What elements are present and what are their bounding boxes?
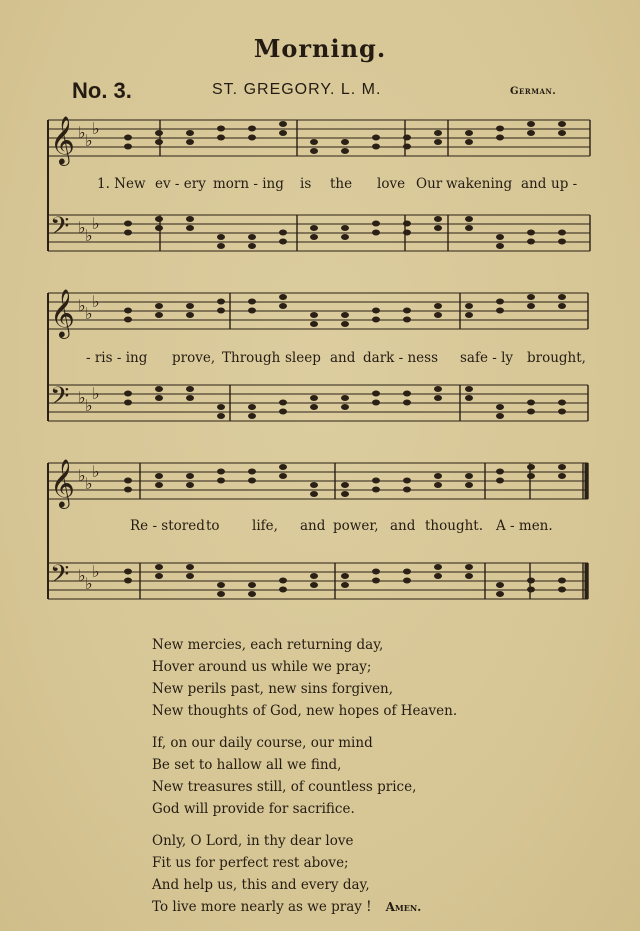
lyric-2-5: and	[330, 350, 356, 366]
svg-text:𝄢: 𝄢	[50, 212, 70, 247]
tune-name: ST. GREGORY. L. M.	[212, 81, 382, 98]
lyric-2-8: brought,	[527, 350, 586, 366]
verse-line: New thoughts of God, new hopes of Heaven.	[152, 703, 458, 719]
verse-line: Only, O Lord, in thy dear love	[152, 833, 354, 849]
verse-line: Be set to hallow all we find,	[152, 757, 342, 773]
verse-line: New mercies, each returning day,	[152, 637, 384, 653]
verse-line-text: To live more nearly as we pray !	[152, 899, 372, 915]
lyric-3-4: and	[300, 518, 326, 534]
verses	[152, 634, 457, 928]
svg-text:♭: ♭	[92, 214, 100, 233]
amen-label: Amen.	[385, 900, 422, 914]
svg-text:♭: ♭	[78, 388, 86, 407]
lyric-1-1: 1. New	[97, 176, 146, 192]
lyric-1-2: ev - ery	[155, 176, 206, 192]
verse-line: New perils past, new sins forgiven,	[152, 681, 394, 697]
svg-text:𝄢: 𝄢	[50, 560, 70, 595]
lyric-2-3: Through	[222, 350, 281, 366]
lyric-2-2: prove,	[172, 350, 216, 366]
verse-2	[152, 634, 457, 722]
svg-text:𝄞: 𝄞	[50, 288, 75, 337]
verse-line	[152, 896, 457, 918]
svg-text:♭: ♭	[92, 384, 100, 403]
svg-text:♭: ♭	[85, 304, 93, 323]
svg-text:♭: ♭	[78, 123, 86, 142]
tune-origin: German.	[510, 86, 557, 97]
svg-text:♭: ♭	[78, 566, 86, 585]
verse-line: If, on our daily course, our mind	[152, 735, 373, 751]
lyric-3-1: Re - stored	[130, 518, 205, 534]
svg-text:♭: ♭	[92, 462, 100, 481]
hymn-number: No. 3.	[72, 78, 132, 103]
lyric-2-4: sleep	[285, 350, 321, 366]
lyric-3-2: to	[206, 518, 220, 534]
lyric-1-8: wakening	[446, 176, 513, 192]
svg-text:♭: ♭	[78, 296, 86, 315]
verse-line: Fit us for perfect rest above;	[152, 855, 349, 871]
lyric-3-8: A - men.	[496, 518, 553, 534]
verse-4	[152, 830, 457, 918]
lyric-1-10: up -	[551, 176, 578, 192]
lyric-3-3: life,	[252, 518, 278, 534]
svg-text:♭: ♭	[85, 131, 93, 150]
verse-line: New treasures still, of countless price,	[152, 779, 417, 795]
lyric-1-9: and	[521, 176, 547, 192]
svg-text:♭: ♭	[85, 396, 93, 415]
svg-text:𝄞: 𝄞	[50, 458, 75, 507]
svg-text:♭: ♭	[85, 226, 93, 245]
verse-3	[152, 732, 457, 820]
lyric-2-6: dark - ness	[363, 350, 439, 366]
lyric-1-6: love	[377, 176, 406, 192]
verse-line: God will provide for sacrifice.	[152, 801, 355, 817]
svg-text:♭: ♭	[92, 119, 100, 138]
verse-line: And help us, this and every day,	[152, 877, 370, 893]
lyric-3-7: thought.	[425, 518, 483, 534]
lyric-3-6: and	[390, 518, 416, 534]
lyric-1-3: morn - ing	[213, 176, 284, 192]
lyric-3-5: power,	[333, 518, 379, 534]
lyric-2-1: - ris - ing	[86, 350, 148, 366]
lyric-2-7: safe - ly	[460, 350, 514, 366]
verse-line: Hover around us while we pray;	[152, 659, 372, 675]
lyric-1-7: Our	[416, 176, 443, 192]
svg-text:𝄢: 𝄢	[50, 382, 70, 417]
hymn-title: Morning.	[253, 34, 387, 63]
lyric-1-5: the	[330, 176, 353, 192]
svg-text:♭: ♭	[85, 474, 93, 493]
svg-text:♭: ♭	[78, 466, 86, 485]
svg-text:♭: ♭	[78, 218, 86, 237]
svg-text:♭: ♭	[85, 574, 93, 593]
lyric-1-4: is	[300, 176, 312, 192]
svg-text:♭: ♭	[92, 292, 100, 311]
svg-text:♭: ♭	[92, 562, 100, 581]
svg-text:𝄞: 𝄞	[50, 115, 75, 164]
